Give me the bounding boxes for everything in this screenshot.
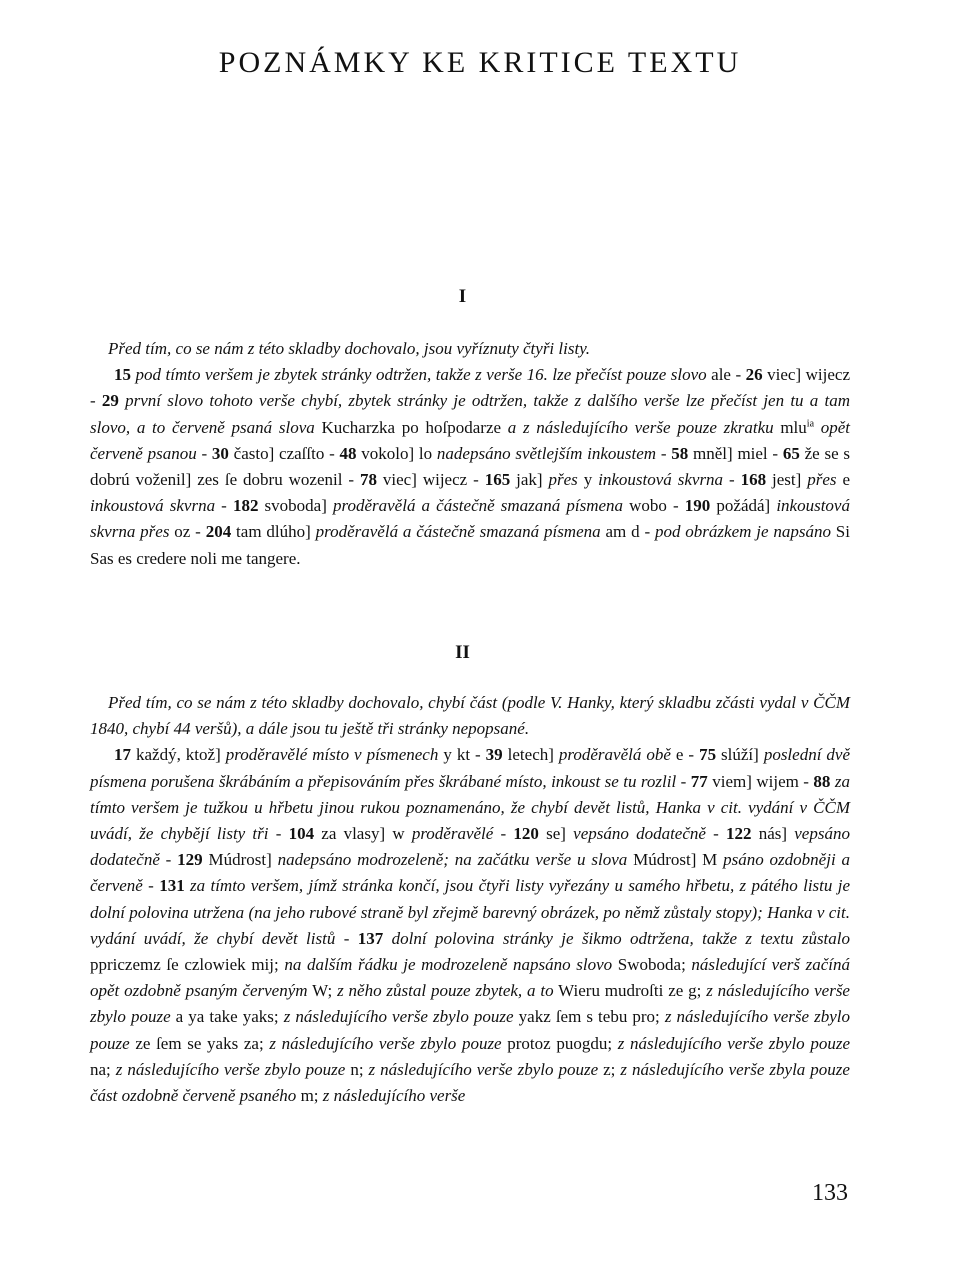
- section-number-1: I: [458, 286, 467, 307]
- section-1-notes: [90, 336, 850, 572]
- section-number-2: II: [455, 642, 470, 663]
- section-2-notes: [90, 690, 850, 1109]
- section-1-apparatus: 15 pod tímto veršem je zbytek stránky odtržen, takže z verše 16. lze přečíst pouze slovo ale - 26 viec] wijecz - 29 první slovo tohoto verše chybí, zbytek stránky je odtržen, takže z dalšího verše lze přečíst jen tu a tam slovo, a to červeně psaná slova Kucharzka po hoſpodarze a z následujícího verše pouze zkratku mlu$^{ia}$ opět červeně psanou - 30 často] czaſſto - 48 vokolo] lo nadepsáno světlejším inkoustem - 58 mněl] miel - 65 že se s dobrú voženil] zes ſe dobru wozenil - 78 viec] wijecz - 165 jak] přes y inkoustová skvrna - 168 jest] přes e inkoustová skvrna - 182 svoboda] proděravělá a částečně smazaná písmena wobo - 190 požádá] inkoustová skvrna přes oz - 204 tam dlúho] proděravělá a částečně smazaná písmena am d - pod obrázkem je napsáno Si Sas es credere noli me tangere.: [90, 365, 851, 568]
- section-2-intro: Před tím, co se nám z této skladby dochovalo, chybí část (podle V. Hanky, který skladbu zčásti vydal v ČČM 1840, chybí 44 veršů), a dále jsou tu ještě tři stránky nepopsané.: [90, 693, 850, 739]
- section-1-intro: Před tím, co se nám z této skladby dochovalo, jsou vyříznuty čtyři listy.: [108, 339, 591, 358]
- section-2-apparatus: 17 každý, ktož] proděravělé místo v písmenech y kt - 39 letech] proděravělá obě e - 75 slúží] poslední dvě písmena porušena škrábáním a přepisováním přes škrábané místo, inkoust se tu rozlil - 77 viem] wijem - 88 za tímto veršem je tužkou u hřbetu jinou rukou poznamenáno, že chybí devět listů, Hanka v cit. vydání v ČČM uvádí, že chybějí listy tři - 104 za vlasy] w proděravělé - 120 se] vepsáno dodatečně - 122 nás] vepsáno dodatečně - 129 Múdrost] nadepsáno modrozeleně; na začátku verše u slova Múdrost] M psáno ozdobněji a červeně - 131 za tímto veršem, jímž stránka končí, jsou čtyři listy vyřezány u samého hřbetu, z pátého listu je dolní polovina utržena (na jeho rubové straně byl zřejmě barevný obrázek, po němž zůstaly stopy); Hanka v cit. vydání uvádí, že chybí devět listů - 137 dolní polovina stránky je šikmo odtržena, takže z textu zůstalo ppriczemz ſe czlowiek mij; na dalším řádku je modrozeleně napsáno slovo Swoboda; následující verš začíná opět ozdobně psaným červeným W; z něho zůstal pouze zbytek, a to Wieru mudroſti ze g; z následujícího verše zbylo pouze a ya take yaks; z následujícího verše zbylo pouze yakz ſem s tebu pro; z následujícího verše zbylo pouze ze ſem se yaks za; z následujícího verše zbylo pouze protoz puogdu; z následujícího verše zbylo pouze na; z následujícího verše zbylo pouze n; z následujícího verše zbylo pouze z; z následujícího verše zbyla pouze část ozdobně červeně psaného m; z následujícího verše: [90, 745, 851, 1106]
- running-head: POZNÁMKY KE KRITICE TEXTU: [218, 46, 742, 79]
- page-number: 133: [812, 1180, 848, 1206]
